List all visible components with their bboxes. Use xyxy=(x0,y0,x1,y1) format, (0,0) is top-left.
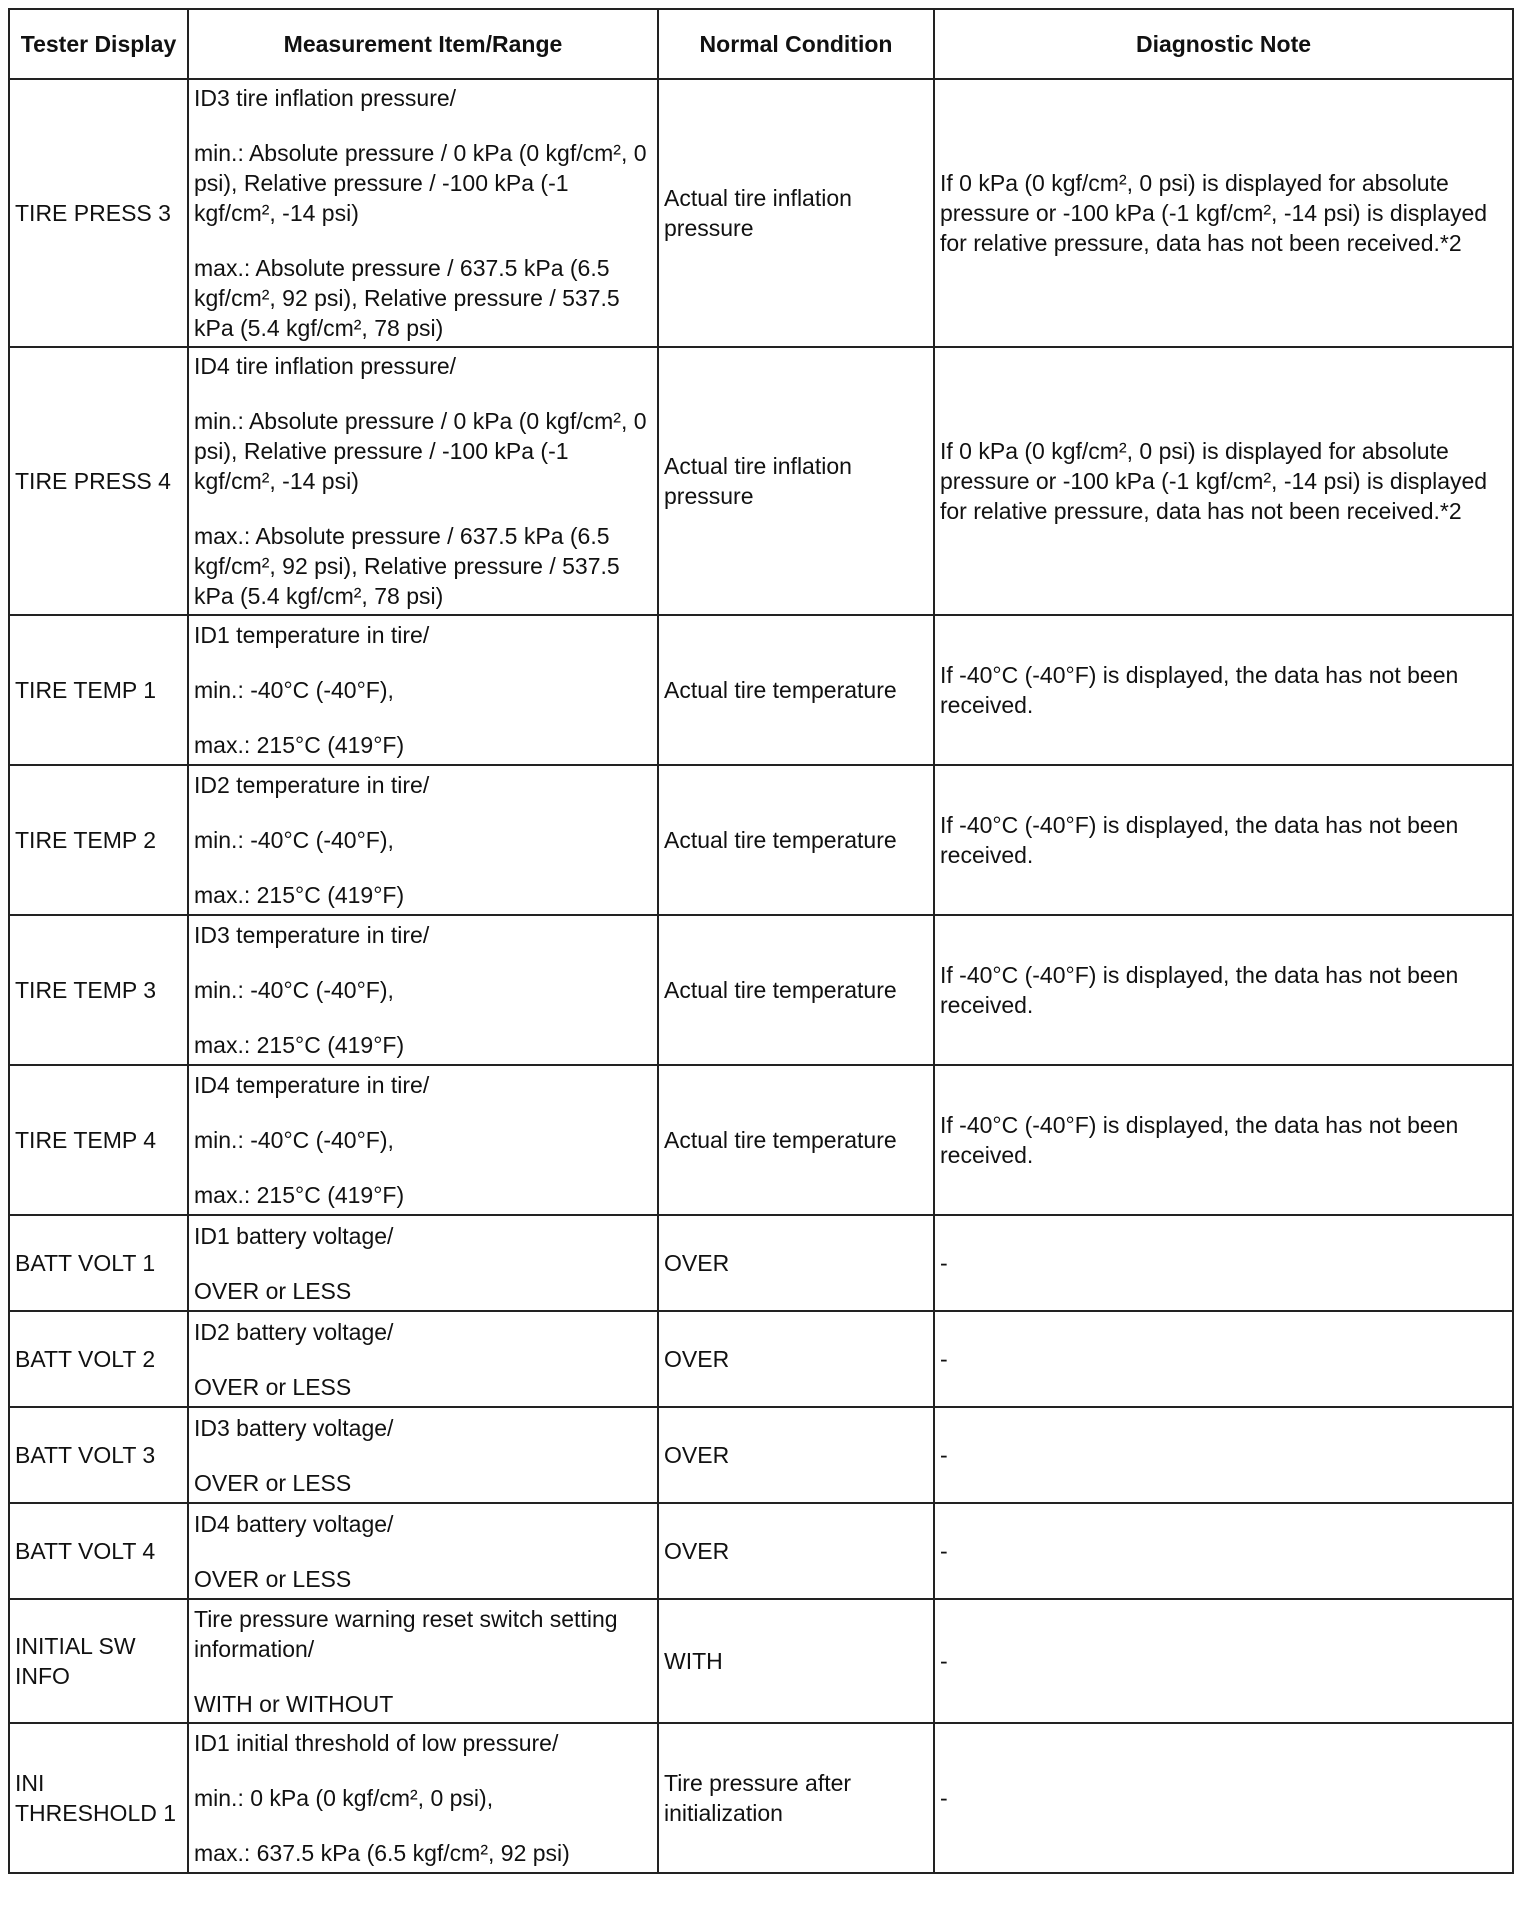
measurement-range-cell xyxy=(188,1215,658,1311)
normal-condition-cell: WITH xyxy=(658,1599,934,1723)
normal-condition-cell: Tire pressure after initialization xyxy=(658,1723,934,1873)
range-line: min.: Absolute pressure / 0 kPa (0 kgf/cm², 0 psi), Relative pressure / -100 kPa (-1 kgf/cm², -14 psi) xyxy=(194,408,647,494)
normal-condition-cell: Actual tire inflation pressure xyxy=(658,347,934,615)
measurement-range-cell xyxy=(188,765,658,915)
range-line: ID4 tire inflation pressure/ xyxy=(194,353,457,379)
data-list-table xyxy=(8,8,1514,1874)
measurement-range-cell xyxy=(188,1065,658,1215)
table-row xyxy=(9,1311,1513,1407)
measurement-range-cell xyxy=(188,79,658,347)
data-list-sheet xyxy=(8,8,1512,1908)
range-line: max.: Absolute pressure / 637.5 kPa (6.5 kgf/cm², 92 psi), Relative pressure / 537.5 kPa (5.4 kgf/cm², 78 psi) xyxy=(194,523,620,609)
diagnostic-note-cell: If 0 kPa (0 kgf/cm², 0 psi) is displayed for absolute pressure or -100 kPa (-1 kgf/cm², -14 psi) is displayed for relative pressure, data has not been received.*2 xyxy=(934,347,1513,615)
range-line: ID1 initial threshold of low pressure/ xyxy=(194,1730,559,1756)
diagnostic-note-cell: - xyxy=(934,1503,1513,1599)
range-line: min.: -40°C (-40°F), xyxy=(194,1127,394,1153)
measurement-range-cell xyxy=(188,615,658,765)
diagnostic-note-cell: - xyxy=(934,1407,1513,1503)
table-row xyxy=(9,1215,1513,1311)
range-line: Tire pressure warning reset switch setting information/ xyxy=(194,1605,618,1662)
table-row xyxy=(9,1503,1513,1599)
tester-display-cell: INI THRESHOLD 1 xyxy=(9,1723,188,1873)
header-tester-display: Tester Display xyxy=(9,9,188,79)
range-line: max.: 215°C (419°F) xyxy=(194,1032,405,1058)
range-line: OVER or LESS xyxy=(194,1373,352,1400)
range-line: OVER or LESS xyxy=(194,1277,352,1304)
range-line: ID2 temperature in tire/ xyxy=(194,772,430,798)
range-line: ID1 temperature in tire/ xyxy=(194,622,430,648)
diagnostic-note-cell: If 0 kPa (0 kgf/cm², 0 psi) is displayed for absolute pressure or -100 kPa (-1 kgf/cm², -14 psi) is displayed for relative pressure, data has not been received.*2 xyxy=(934,79,1513,347)
range-line: min.: Absolute pressure / 0 kPa (0 kgf/cm², 0 psi), Relative pressure / -100 kPa (-1 kgf/cm², -14 psi) xyxy=(194,140,647,226)
range-line: max.: 215°C (419°F) xyxy=(194,882,405,908)
table-row xyxy=(9,1723,1513,1873)
tester-display-cell: BATT VOLT 3 xyxy=(9,1407,188,1503)
measurement-range-cell xyxy=(188,1311,658,1407)
tester-display-cell: BATT VOLT 2 xyxy=(9,1311,188,1407)
normal-condition-cell: Actual tire temperature xyxy=(658,1065,934,1215)
range-line: ID4 battery voltage/ xyxy=(194,1510,394,1537)
diagnostic-note-cell: If -40°C (-40°F) is displayed, the data has not been received. xyxy=(934,915,1513,1065)
range-line: max.: 215°C (419°F) xyxy=(194,732,405,758)
normal-condition-cell: Actual tire temperature xyxy=(658,615,934,765)
normal-condition-cell: Actual tire temperature xyxy=(658,765,934,915)
header-diagnostic-note: Diagnostic Note xyxy=(934,9,1513,79)
table-row xyxy=(9,1065,1513,1215)
normal-condition-cell: OVER xyxy=(658,1503,934,1599)
range-line: max.: 215°C (419°F) xyxy=(194,1182,405,1208)
range-line: min.: -40°C (-40°F), xyxy=(194,977,394,1003)
measurement-range-cell xyxy=(188,1503,658,1599)
normal-condition-cell: Actual tire inflation pressure xyxy=(658,79,934,347)
diagnostic-note-cell: If -40°C (-40°F) is displayed, the data has not been received. xyxy=(934,615,1513,765)
tester-display-cell: TIRE PRESS 3 xyxy=(9,79,188,347)
measurement-range-cell xyxy=(188,347,658,615)
tester-display-cell: INITIAL SW INFO xyxy=(9,1599,188,1723)
range-line: ID3 temperature in tire/ xyxy=(194,922,430,948)
normal-condition-cell: OVER xyxy=(658,1311,934,1407)
table-row xyxy=(9,1407,1513,1503)
normal-condition-cell: Actual tire temperature xyxy=(658,915,934,1065)
table-row xyxy=(9,1599,1513,1723)
range-line: ID4 temperature in tire/ xyxy=(194,1072,430,1098)
range-line: min.: -40°C (-40°F), xyxy=(194,677,394,703)
table-row xyxy=(9,915,1513,1065)
header-measurement-item: Measurement Item/Range xyxy=(188,9,658,79)
range-line: WITH or WITHOUT xyxy=(194,1690,394,1717)
tester-display-cell: TIRE PRESS 4 xyxy=(9,347,188,615)
measurement-range-cell xyxy=(188,915,658,1065)
range-line: OVER or LESS xyxy=(194,1565,352,1592)
header-normal-condition: Normal Condition xyxy=(658,9,934,79)
tester-display-cell: TIRE TEMP 4 xyxy=(9,1065,188,1215)
tester-display-cell: BATT VOLT 4 xyxy=(9,1503,188,1599)
diagnostic-note-cell: - xyxy=(934,1599,1513,1723)
normal-condition-cell: OVER xyxy=(658,1215,934,1311)
diagnostic-note-cell: If -40°C (-40°F) is displayed, the data has not been received. xyxy=(934,1065,1513,1215)
measurement-range-cell xyxy=(188,1407,658,1503)
range-line: ID2 battery voltage/ xyxy=(194,1318,394,1345)
range-line: OVER or LESS xyxy=(194,1469,352,1496)
range-line: ID3 battery voltage/ xyxy=(194,1414,394,1441)
table-header-row xyxy=(9,9,1513,79)
tester-display-cell: TIRE TEMP 2 xyxy=(9,765,188,915)
table-row xyxy=(9,615,1513,765)
measurement-range-cell xyxy=(188,1723,658,1873)
diagnostic-note-cell: - xyxy=(934,1723,1513,1873)
normal-condition-cell: OVER xyxy=(658,1407,934,1503)
range-line: min.: -40°C (-40°F), xyxy=(194,827,394,853)
range-line: ID3 tire inflation pressure/ xyxy=(194,85,457,111)
range-line: ID1 battery voltage/ xyxy=(194,1222,394,1249)
measurement-range-cell xyxy=(188,1599,658,1723)
table-row xyxy=(9,347,1513,615)
tester-display-cell: TIRE TEMP 3 xyxy=(9,915,188,1065)
range-line: max.: 637.5 kPa (6.5 kgf/cm², 92 psi) xyxy=(194,1840,570,1866)
diagnostic-note-cell: - xyxy=(934,1215,1513,1311)
diagnostic-note-cell: - xyxy=(934,1311,1513,1407)
table-row xyxy=(9,79,1513,347)
diagnostic-note-cell: If -40°C (-40°F) is displayed, the data has not been received. xyxy=(934,765,1513,915)
range-line: min.: 0 kPa (0 kgf/cm², 0 psi), xyxy=(194,1785,494,1811)
tester-display-cell: TIRE TEMP 1 xyxy=(9,615,188,765)
tester-display-cell: BATT VOLT 1 xyxy=(9,1215,188,1311)
table-row xyxy=(9,765,1513,915)
range-line: max.: Absolute pressure / 637.5 kPa (6.5 kgf/cm², 92 psi), Relative pressure / 537.5 kPa (5.4 kgf/cm², 78 psi) xyxy=(194,255,620,341)
